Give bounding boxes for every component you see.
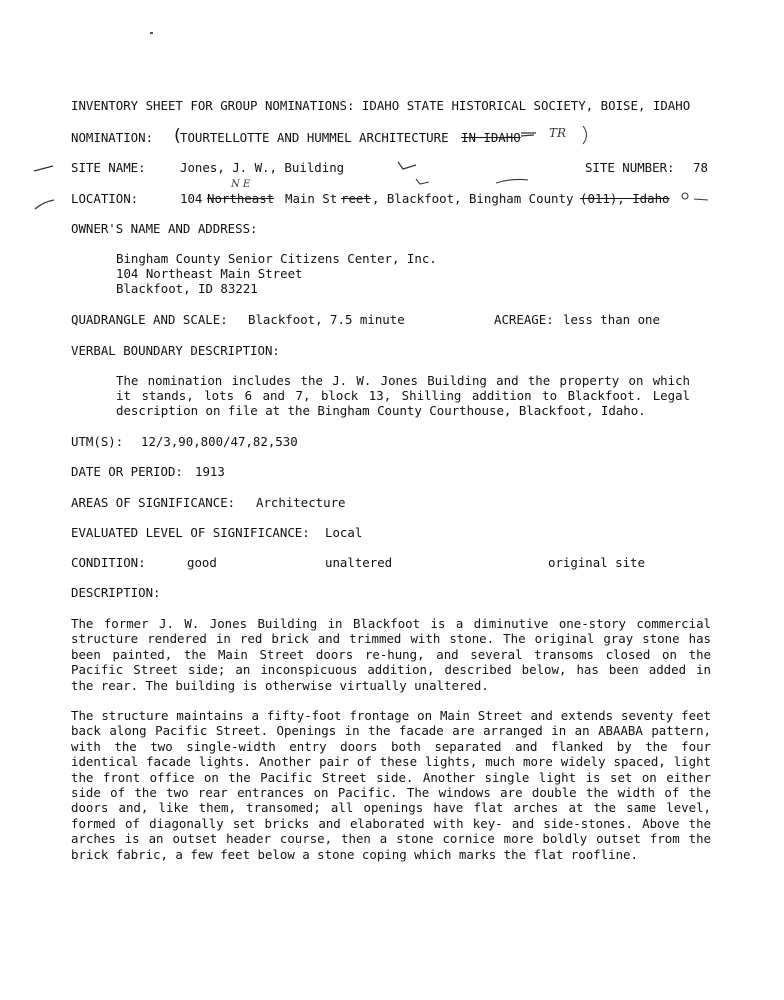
check-mark-icon — [414, 177, 432, 187]
nomination-struck-text: IN IDAHO — [461, 130, 521, 145]
quadrangle-label: QUADRANGLE AND SCALE: — [71, 312, 228, 327]
margin-tick-icon — [32, 163, 56, 173]
site-name-label: SITE NAME: — [71, 160, 146, 175]
acreage-value: less than one — [563, 312, 660, 327]
boundary-label: VERBAL BOUNDARY DESCRIPTION: — [71, 343, 280, 358]
location-number: 104 — [180, 191, 203, 206]
location-struck-direction: Northeast — [207, 191, 275, 206]
date-value: 1913 — [195, 464, 225, 479]
margin-tick-icon — [33, 198, 57, 212]
location-rest: , Blackfoot, Bingham County — [372, 191, 574, 206]
description-label: DESCRIPTION: — [71, 585, 161, 600]
condition-value: original site — [548, 555, 645, 570]
site-number-label: SITE NUMBER: — [585, 160, 675, 175]
location-label: LOCATION: — [71, 191, 139, 206]
site-number-value: 78 — [693, 160, 708, 175]
condition-label: CONDITION: — [71, 555, 146, 570]
owner-label: OWNER'S NAME AND ADDRESS: — [71, 221, 258, 236]
nomination-label: NOMINATION: — [71, 130, 154, 145]
site-name-value: Jones, J. W., Building — [180, 160, 345, 175]
sheet-header: INVENTORY SHEET FOR GROUP NOMINATIONS: IDAHO STATE HISTORICAL SOCIETY, BOISE, IDAHO — [71, 98, 691, 113]
location-struck-suffix: reet — [341, 191, 371, 206]
page-speck — [150, 32, 156, 36]
level-value: Local — [325, 525, 363, 540]
handwritten-strike-icon — [520, 130, 538, 138]
nomination-handwritten-note: TR — [549, 126, 567, 140]
areas-label: AREAS OF SIGNIFICANCE: — [71, 495, 236, 510]
close-bracket-mark — [580, 124, 592, 146]
owner-line: Bingham County Senior Citizens Center, Inc. — [116, 251, 437, 266]
check-mark-icon — [396, 158, 418, 172]
acreage-label: ACREAGE: — [494, 312, 554, 327]
open-bracket-mark: ( — [172, 126, 183, 146]
description-paragraph: The structure maintains a fifty-foot frontage on Main Street and extends seventy feet back along Pacific Street. Openings in the facade are arranged in an ABAABA pattern, with the two single-width entry doors both separated and flanked by the four identical facade lights. Another pair of these lights, much more widely spaced, light the front office on the Pacific Street side. Another single light is set on either side of the two rear entrances on Pacific. The windows are double the width of the doors and, like them, transomed; all openings have flat arches at the same level, formed of diagonally set bricks and elaborated with key- and side-stones. Above the arches is an outset header course, then a stone cornice more boldly outset from the brick fabric, a few feet below a stone coping which marks the flat roofline. — [71, 708, 711, 862]
underline-mark-icon — [494, 177, 530, 185]
nomination-value: TOURTELLOTTE AND HUMMEL ARCHITECTURE — [180, 130, 449, 145]
utm-label: UTM(S): — [71, 434, 124, 449]
owner-line: 104 Northeast Main Street — [116, 266, 303, 281]
location-street-a: Main St — [285, 191, 338, 206]
boundary-text: The nomination includes the J. W. Jones Building and the property on which it stands, lots 6 and 7, block 13, Shilling addition to Blackfoot. Legal description on file at the Bingham County Courthouse, Blackfoot, Idaho. — [116, 373, 690, 419]
utm-value: 12/3,90,800/47,82,530 — [141, 434, 298, 449]
level-label: EVALUATED LEVEL OF SIGNIFICANCE: — [71, 525, 310, 540]
location-struck-end: (011), Idaho — [580, 191, 670, 206]
owner-line: Blackfoot, ID 83221 — [116, 281, 258, 296]
areas-value: Architecture — [256, 495, 346, 510]
location-handwritten-direction: N E — [231, 179, 251, 190]
quadrangle-value: Blackfoot, 7.5 minute — [248, 312, 405, 327]
date-label: DATE OR PERIOD: — [71, 464, 183, 479]
condition-value: good — [187, 555, 217, 570]
circle-mark-icon — [680, 191, 710, 205]
condition-value: unaltered — [325, 555, 393, 570]
description-paragraph: The former J. W. Jones Building in Blackfoot is a diminutive one-story commercial structure rendered in red brick and trimmed with stone. The original gray stone has been painted, the Main Street doors re-hung, and several transoms closed on the Pacific Street side; an inconspicuous addition, described below, has been added in the rear. The building is otherwise virtually unaltered. — [71, 616, 711, 693]
